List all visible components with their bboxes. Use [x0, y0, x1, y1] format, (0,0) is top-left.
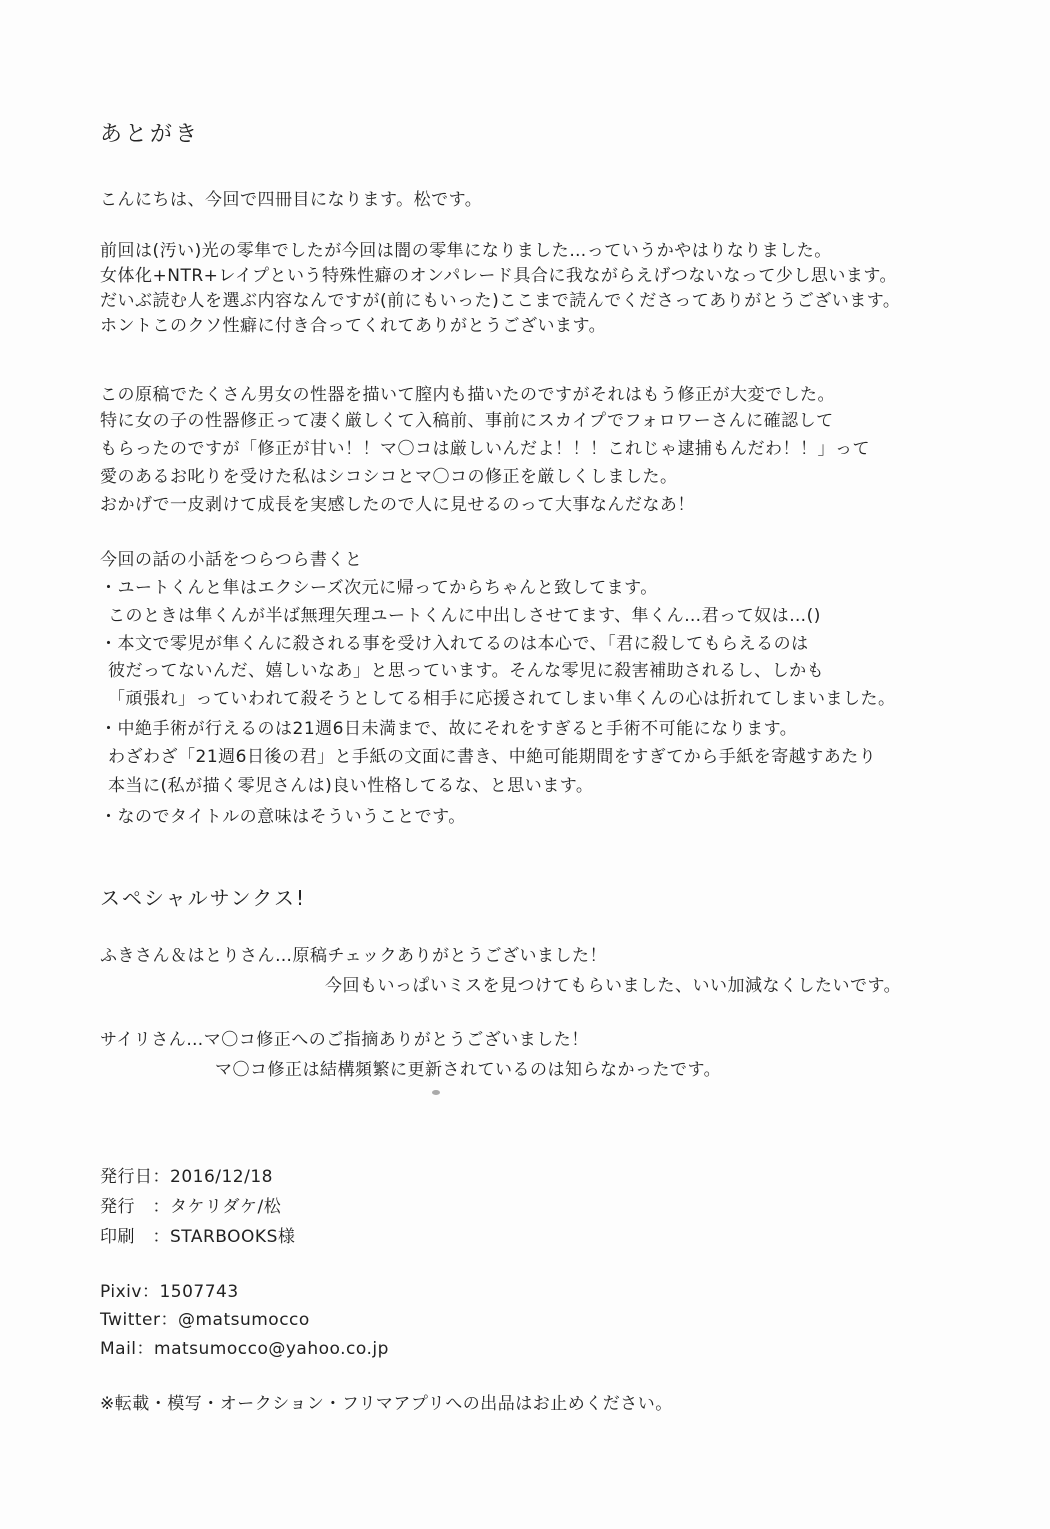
text-line: ふきさん＆はとりさん…原稿チェックありがとうございました！ [100, 946, 607, 966]
twitter-handle: Twitter：@matsumocco [100, 1310, 310, 1330]
mail-address: Mail：matsumocco@yahoo.co.jp [100, 1339, 389, 1359]
text-line: 本当に(私が描く零児さんは)良い性格してるな、と思います。 [108, 776, 594, 796]
text-line: サイリさん…マ〇コ修正へのご指摘ありがとうございました！ [100, 1030, 589, 1050]
text-line: 彼だってないんだ、嬉しいなあ」と思っています。そんな零児に殺害補助されるし、しかも [108, 661, 825, 681]
text-line: 今回の話の小話をつらつら書くと [100, 550, 363, 570]
text-line: わざわざ「21週6日後の君」と手紙の文面に書き、中絶可能期間をすぎてから手紙を寄越すあたり [108, 747, 877, 767]
paper-speck [432, 1090, 440, 1095]
text-line: 「頑張れ」っていわれて殺そうとしてる相手に応援されてしまい隼くんの心は折れてしまいました。 [108, 689, 896, 709]
special-thanks-heading: スペシャルサンクス! [100, 886, 307, 910]
publication-date: 発行日：2016/12/18 [100, 1167, 273, 1187]
text-line: だいぶ読む人を選ぶ内容なんですが(前にもいった)ここまで読んでくださってありがとうございます。 [100, 291, 901, 311]
text-line: おかげで一皮剥けて成長を実感したので人に見せるのって大事なんだなあ！ [100, 495, 695, 515]
pixiv-id: Pixiv：1507743 [100, 1282, 239, 1302]
text-line: ・ユートくんと隼はエクシーズ次元に帰ってからちゃんと致してます。 [100, 578, 658, 598]
text-line: ・中絶手術が行えるのは21週6日未満まで、故にそれをすぎると手術不可能になります。 [100, 719, 798, 739]
text-line: 特に女の子の性器修正って凄く厳しくて入稿前、事前にスカイプでフォロワーさんに確認して [100, 411, 834, 431]
reproduction-notice: ※転載・模写・オークション・フリマアプリへの出品はお止めください。 [100, 1394, 673, 1414]
text-line: 愛のあるお叱りを受けた私はシコシコとマ〇コの修正を厳しくしました。 [100, 467, 678, 487]
text-line: 今回もいっぱいミスを見つけてもらいました、いい加減なくしたいです。 [325, 976, 902, 996]
text-line: ・なのでタイトルの意味はそういうことです。 [100, 807, 466, 827]
text-line: この原稿でたくさん男女の性器を描いて膣内も描いたのですがそれはもう修正が大変でした。 [100, 385, 835, 405]
text-line: 前回は(汚い)光の零隼でしたが今回は闇の零隼になりました…っていうかやはりなりました。 [100, 241, 832, 261]
text-line: マ〇コ修正は結構頻繁に更新されているのは知らなかったです。 [215, 1060, 722, 1080]
text-line: もらったのですが「修正が甘い！！マ〇コは厳しいんだよ！！！これじゃ逮捕もんだわ！！」って [100, 439, 870, 459]
afterword-title: あとがき [100, 122, 201, 147]
greeting-text: こんにちは、今回で四冊目になります。松です。 [100, 190, 483, 210]
text-line: ホントこのクソ性癖に付き合ってくれてありがとうございます。 [100, 316, 607, 336]
publisher: 発行 ：タケリダケ/松 [100, 1197, 282, 1217]
text-line: 女体化+NTR+レイプという特殊性癖のオンパレード具合に我ながらえげつないなって少し思います。 [100, 266, 897, 286]
text-line: このときは隼くんが半ば無理矢理ユートくんに中出しさせてます、隼くん…君って奴は…() [108, 606, 821, 626]
text-line: ・本文で零児が隼くんに殺される事を受け入れてるのは本心で、「君に殺してもらえるのは [100, 634, 809, 654]
printer: 印刷 ：STARBOOKS様 [100, 1227, 296, 1247]
